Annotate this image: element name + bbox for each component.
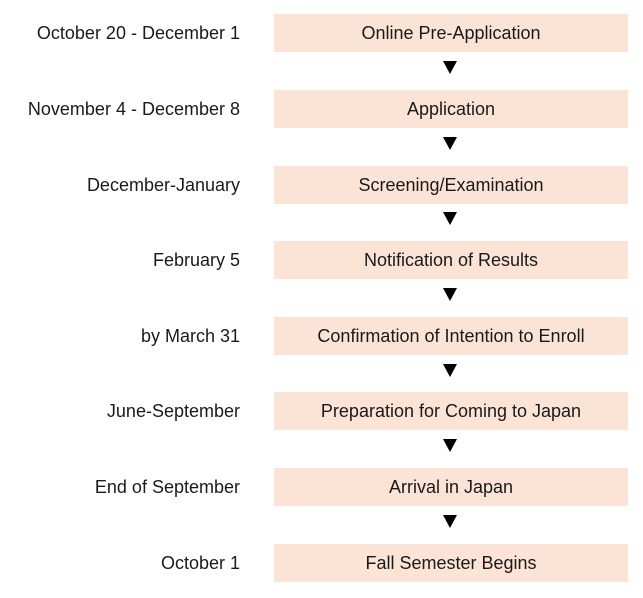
down-arrow-icon: [443, 515, 457, 528]
timeline-step: [0, 241, 643, 279]
step-date: February 5: [152, 250, 240, 270]
step-date: by March 31: [140, 326, 240, 346]
down-arrow-icon: [443, 61, 457, 74]
step-box: Application: [274, 90, 628, 128]
step-date: December-January: [86, 175, 240, 195]
timeline-step: [0, 392, 643, 430]
step-box: Preparation for Coming to Japan: [274, 392, 628, 430]
step-box: Arrival in Japan: [274, 468, 628, 506]
step-box: Confirmation of Intention to Enroll: [274, 317, 628, 355]
step-date: June-September: [106, 401, 240, 421]
step-date: October 1: [160, 553, 240, 573]
step-date: October 20 - December 1: [36, 23, 240, 43]
step-box: Fall Semester Begins: [274, 544, 628, 582]
timeline-step: [0, 166, 643, 204]
down-arrow-icon: [443, 288, 457, 301]
timeline-step: [0, 90, 643, 128]
step-box: Online Pre-Application: [274, 14, 628, 52]
step-box: Notification of Results: [274, 241, 628, 279]
step-date: End of September: [94, 477, 240, 497]
down-arrow-icon: [443, 212, 457, 225]
step-box: Screening/Examination: [274, 166, 628, 204]
down-arrow-icon: [443, 137, 457, 150]
step-date: November 4 - December 8: [27, 99, 240, 119]
timeline-step: [0, 14, 643, 52]
timeline-step: [0, 468, 643, 506]
down-arrow-icon: [443, 364, 457, 377]
timeline-step: [0, 317, 643, 355]
timeline-step: [0, 544, 643, 582]
down-arrow-icon: [443, 439, 457, 452]
